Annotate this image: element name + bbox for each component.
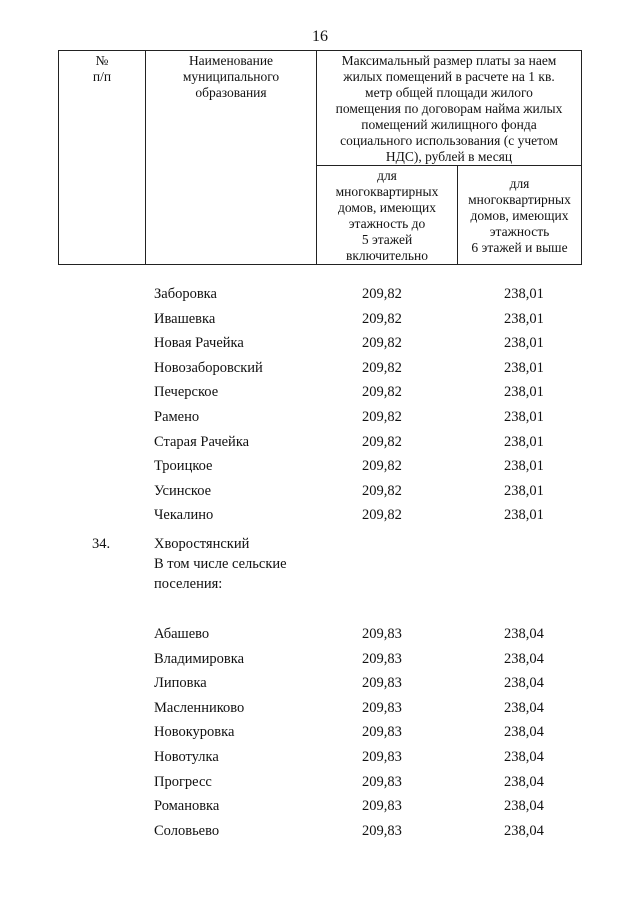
rate-up-to-5-floors: 209,82 [362,408,402,425]
rate-6-floors-and-above: 238,01 [504,458,544,475]
rate-6-floors-and-above: 238,04 [504,675,544,692]
rate-up-to-5-floors: 209,83 [362,798,402,815]
table-row [0,282,640,307]
header-main-cell [317,51,582,166]
rate-up-to-5-floors: 209,82 [362,359,402,376]
settlement-name: Романовка [154,798,220,815]
header-main-line: Максимальный размер платы за наем [341,53,557,68]
rate-up-to-5-floors: 209,82 [362,286,402,302]
settlement-name: Новотулка [154,748,219,765]
table-body [0,282,640,843]
header-col-a-line: для [377,168,397,183]
rate-6-floors-and-above: 238,01 [504,507,544,524]
header-main-line: помещения по договорам найма жилых [335,101,563,116]
table-row [0,647,640,672]
settlement-name: Троицкое [154,458,213,475]
header-main-line: социального использования (с учетом [340,133,558,148]
table-row [0,405,640,430]
table-row [0,671,640,696]
settlement-name: Новозаборовский [154,359,263,376]
header-col-a-line: многоквартирных [335,184,439,199]
rate-6-floors-and-above: 238,01 [504,384,544,401]
settlement-name: Рамено [154,408,200,425]
settlement-name: Ивашевка [154,310,216,327]
rate-up-to-5-floors: 209,83 [362,675,402,692]
header-col-b-line: этажность [489,224,550,239]
table-row [0,479,640,504]
rate-6-floors-and-above: 238,04 [504,699,544,716]
settlement-name: Масленниково [154,699,245,716]
rate-6-floors-and-above: 238,04 [504,773,544,790]
table-row [0,794,640,819]
rate-6-floors-and-above: 238,04 [504,798,544,815]
header-col-a-line: этажность до [348,216,426,231]
rate-6-floors-and-above: 238,01 [504,433,544,450]
rate-up-to-5-floors: 209,83 [362,724,402,741]
rate-6-floors-and-above: 238,01 [504,359,544,376]
table-row [0,454,640,479]
table-row [0,307,640,332]
table-row [0,356,640,381]
header-name-line: муниципального [182,69,280,84]
header-col-b [458,166,582,265]
municipal-district-name-block [154,534,287,594]
header-col-a-line: включительно [345,248,428,263]
rate-up-to-5-floors: 209,82 [362,384,402,401]
header-col-a [317,166,458,265]
table-header [58,50,582,265]
header-col-b-line: домов, имеющих [470,208,569,223]
rate-6-floors-and-above: 238,01 [504,408,544,425]
subheading-line: поселения: [154,575,223,592]
header-main-line: помещений жилищного фонда [361,117,537,132]
settlement-name: Прогресс [154,773,212,790]
rate-up-to-5-floors: 209,82 [362,507,402,524]
spacer [0,604,640,622]
rate-6-floors-and-above: 238,04 [504,650,544,667]
rate-up-to-5-floors: 209,82 [362,482,402,499]
rate-up-to-5-floors: 209,83 [362,699,402,716]
table-row [0,622,640,647]
settlement-name: Заборовка [154,286,217,302]
header-main-line: метр общей площади жилого [365,85,533,100]
rate-up-to-5-floors: 209,83 [362,773,402,790]
rate-up-to-5-floors: 209,83 [362,625,402,642]
table-row [0,503,640,528]
rate-6-floors-and-above: 238,04 [504,748,544,765]
header-col-b-line: многоквартирных [468,192,571,207]
rate-up-to-5-floors: 209,82 [362,458,402,475]
header-col-a-line: домов, имеющих [338,200,436,215]
rate-up-to-5-floors: 209,82 [362,310,402,327]
header-num-line: № [95,53,109,68]
municipal-district-row [0,528,640,604]
table-row [0,745,640,770]
rate-up-to-5-floors: 209,83 [362,822,402,839]
header-col-a-line: 5 этажей [361,232,413,247]
table-row [0,380,640,405]
header-col-b-line: для [509,176,530,191]
table-row [0,720,640,745]
settlement-name: Усинское [154,482,212,499]
row-number: 34. [92,535,111,552]
rate-up-to-5-floors: 209,83 [362,748,402,765]
page-number: 16 [312,28,328,45]
header-main-line: НДС), рублей в месяц [385,149,513,164]
header-num-line: п/п [92,69,112,84]
rate-6-floors-and-above: 238,04 [504,625,544,642]
header-main-line: жилых помещений в расчете на 1 кв. [343,69,555,84]
table-row [0,770,640,795]
header-name-line: образования [195,85,267,100]
rate-6-floors-and-above: 238,01 [504,286,544,302]
rate-6-floors-and-above: 238,01 [504,335,544,352]
settlement-name: Новая Рачейка [154,335,244,352]
header-num-cell [59,51,146,265]
rate-6-floors-and-above: 238,01 [504,310,544,327]
rate-up-to-5-floors: 209,82 [362,433,402,450]
table-row [0,819,640,844]
table-row [0,331,640,356]
rate-6-floors-and-above: 238,04 [504,724,544,741]
settlement-name: Владимировка [154,650,245,667]
rate-6-floors-and-above: 238,04 [504,822,544,839]
settlement-name: Печерское [154,384,219,401]
settlement-name: Чекалино [154,507,214,524]
rate-up-to-5-floors: 209,83 [362,650,402,667]
header-name-cell [146,51,317,265]
settlement-name: Старая Рачейка [154,433,250,450]
settlement-name: Абашево [154,625,210,642]
header-col-b-line: 6 этажей и выше [471,240,568,255]
settlement-name: Соловьево [154,822,220,839]
table-row [0,430,640,455]
settlement-name: Липовка [154,675,207,692]
table-row [0,696,640,721]
rate-6-floors-and-above: 238,01 [504,482,544,499]
settlement-name: Новокуровка [154,724,235,741]
municipal-district-name: Хворостянский [154,535,250,552]
subheading-line: В том числе сельские [154,555,287,572]
header-name-line: Наименование [188,53,274,68]
rate-up-to-5-floors: 209,82 [362,335,402,352]
